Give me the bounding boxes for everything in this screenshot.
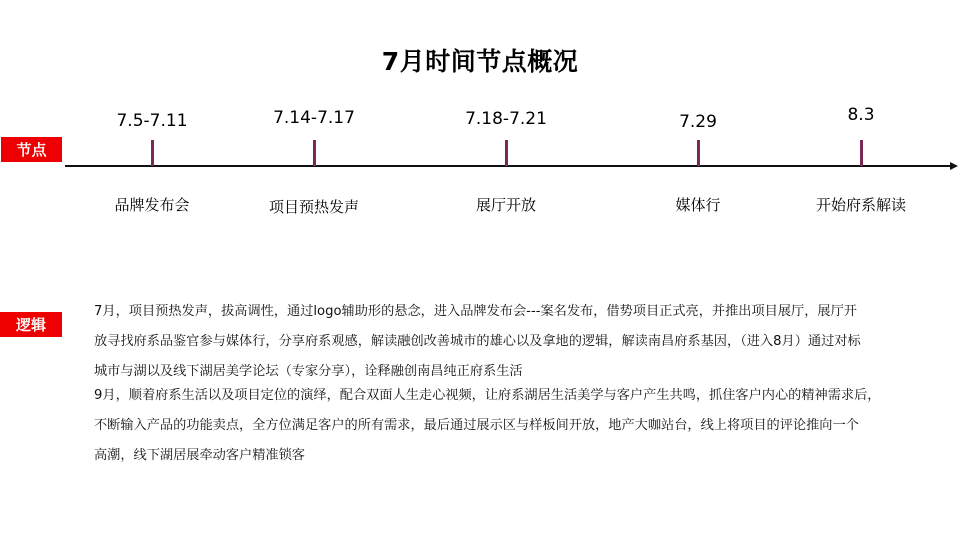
logic-line: 9月，顺着府系生活以及项目定位的演绎，配合双面人生走心视频，让府系湖居生活美学与客户产生共鸣，抓住客户内心的精神需求后， bbox=[94, 388, 881, 403]
node-label: 展厅开放 bbox=[475, 196, 536, 214]
node-date: 8.3 bbox=[847, 105, 875, 125]
node-label: 项目预热发声 bbox=[268, 198, 359, 216]
node-label: 开始府系解读 bbox=[815, 196, 906, 214]
nodes-tag: 节点 bbox=[1, 137, 62, 162]
timeline-axis bbox=[65, 165, 953, 167]
node-marker bbox=[697, 140, 700, 166]
logic-line: 不断输入产品的功能卖点，全方位满足客户的所有需求，最后通过展示区与样板间开放，地产大咖站台，线上将项目的评论推向一个 bbox=[94, 418, 859, 433]
node-marker bbox=[151, 140, 154, 166]
node-date: 7.5-7.11 bbox=[116, 111, 188, 131]
page-title: 7月时间节点概况 bbox=[381, 47, 579, 76]
node-date: 7.18-7.21 bbox=[465, 109, 547, 129]
logic-line: 7月，项目预热发声，拔高调性，通过logo辅助形的悬念，进入品牌发布会---案名发布，借势项目正式亮，并推出项目展厅，展厅开 bbox=[94, 304, 857, 319]
node-marker bbox=[505, 140, 508, 166]
logic-line: 放寻找府系品鉴官参与媒体行，分享府系观感，解读融创改善城市的雄心以及拿地的逻辑，解读南昌府系基因，（进入8月）通过对标 bbox=[94, 334, 861, 349]
logic-line: 城市与湖以及线下湖居美学论坛（专家分享），诠释融创南昌纯正府系生活 bbox=[94, 364, 523, 379]
node-marker bbox=[313, 140, 316, 166]
arrow-right-icon bbox=[950, 162, 958, 170]
node-date: 7.14-7.17 bbox=[273, 108, 355, 128]
logic-line: 高潮，线下湖居展牵动客户精准锁客 bbox=[94, 448, 305, 463]
logic-paragraph bbox=[94, 300, 944, 468]
logic-tag: 逻辑 bbox=[0, 312, 62, 337]
node-date: 7.29 bbox=[679, 112, 717, 132]
node-marker bbox=[860, 140, 863, 166]
node-label: 媒体行 bbox=[675, 196, 721, 214]
node-label: 品牌发布会 bbox=[114, 196, 190, 214]
